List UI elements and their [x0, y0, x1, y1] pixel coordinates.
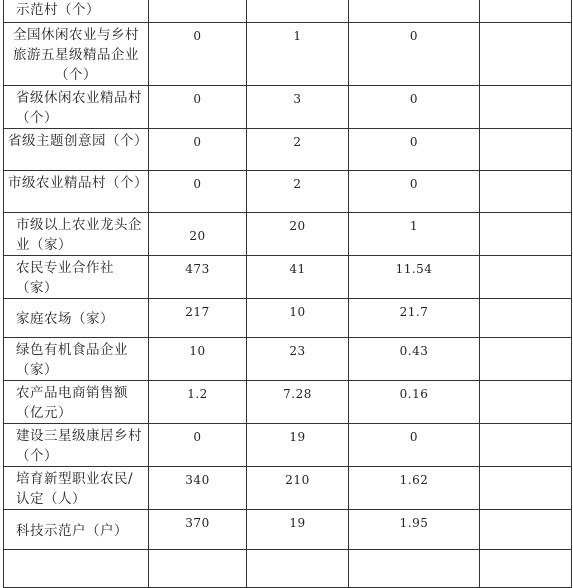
cell-value: 473 — [149, 256, 247, 299]
empty-cell — [480, 299, 572, 338]
table-row — [4, 213, 572, 256]
table-row — [4, 129, 572, 171]
cell-value: 1 — [349, 213, 480, 256]
cell-value: 21.7 — [349, 299, 480, 338]
cell-value: 210 — [247, 467, 349, 510]
empty-cell — [480, 467, 572, 510]
cell-value: 0 — [149, 129, 247, 171]
row-label: 市级以上农业龙头企业（家） — [4, 213, 149, 256]
empty-cell — [480, 338, 572, 381]
cell-value: 0 — [149, 86, 247, 129]
table-row — [4, 256, 572, 299]
table-row — [4, 381, 572, 424]
cell-value: 0 — [349, 23, 480, 86]
cell-value — [149, 550, 247, 588]
cell-value: 1.95 — [349, 510, 480, 550]
cell-value: 1.62 — [349, 467, 480, 510]
row-label — [4, 550, 149, 588]
table-row — [4, 338, 572, 381]
table-row — [4, 510, 572, 550]
row-label: 家庭农场（家） — [4, 299, 149, 338]
cell-value: 217 — [149, 299, 247, 338]
empty-cell — [480, 129, 572, 171]
cell-value: 41 — [247, 256, 349, 299]
row-label: 全国休闲农业与乡村旅游五星级精品企业（个） — [4, 23, 149, 86]
cell-value — [349, 0, 480, 23]
empty-cell — [480, 213, 572, 256]
cell-value: 0.16 — [349, 381, 480, 424]
cell-value: 1.2 — [149, 381, 247, 424]
cell-value: 0 — [349, 171, 480, 213]
empty-cell — [480, 550, 572, 588]
cell-value — [247, 550, 349, 588]
cell-value: 2 — [247, 129, 349, 171]
cell-value — [149, 0, 247, 23]
table-row — [4, 86, 572, 129]
cell-value: 0 — [349, 424, 480, 467]
row-label: 省级休闲农业精品村（个） — [4, 86, 149, 129]
empty-cell — [480, 381, 572, 424]
data-table — [3, 0, 572, 588]
row-label: 示范村（个） — [4, 0, 149, 23]
table-row — [4, 0, 572, 23]
row-label: 农民专业合作社（家） — [4, 256, 149, 299]
table-row — [4, 467, 572, 510]
cell-value: 11.54 — [349, 256, 480, 299]
row-label: 科技示范户（户） — [4, 510, 149, 550]
cell-value: 370 — [149, 510, 247, 550]
empty-cell — [480, 0, 572, 23]
cell-value: 2 — [247, 171, 349, 213]
row-label: 绿色有机食品企业（家） — [4, 338, 149, 381]
empty-cell — [480, 424, 572, 467]
row-label: 市级农业精品村（个） — [4, 171, 149, 213]
cell-value: 0 — [149, 171, 247, 213]
empty-cell — [480, 256, 572, 299]
cell-value: 10 — [247, 299, 349, 338]
cell-value: 3 — [247, 86, 349, 129]
table-row — [4, 23, 572, 86]
cell-value: 23 — [247, 338, 349, 381]
row-label: 农产品电商销售额（亿元） — [4, 381, 149, 424]
cell-value: 0 — [149, 424, 247, 467]
empty-cell — [480, 23, 572, 86]
cell-value: 10 — [149, 338, 247, 381]
cell-value: 7.28 — [247, 381, 349, 424]
empty-cell — [480, 86, 572, 129]
cell-value: 0 — [349, 86, 480, 129]
empty-cell — [480, 171, 572, 213]
cell-value — [247, 0, 349, 23]
cell-value: 20 — [149, 213, 247, 256]
cell-value: 0 — [349, 129, 480, 171]
cell-value: 0.43 — [349, 338, 480, 381]
table-row — [4, 424, 572, 467]
cell-value: 340 — [149, 467, 247, 510]
row-label: 省级主题创意园（个） — [4, 129, 149, 171]
table-row — [4, 550, 572, 588]
empty-cell — [480, 510, 572, 550]
table-row — [4, 171, 572, 213]
cell-value: 19 — [247, 510, 349, 550]
cell-value: 1 — [247, 23, 349, 86]
cell-value: 0 — [149, 23, 247, 86]
row-label: 建设三星级康居乡村 （个） — [4, 424, 149, 467]
row-label: 培育新型职业农民/认定（人） — [4, 467, 149, 510]
cell-value — [349, 550, 480, 588]
table-row — [4, 299, 572, 338]
cell-value: 20 — [247, 213, 349, 256]
cell-value: 19 — [247, 424, 349, 467]
